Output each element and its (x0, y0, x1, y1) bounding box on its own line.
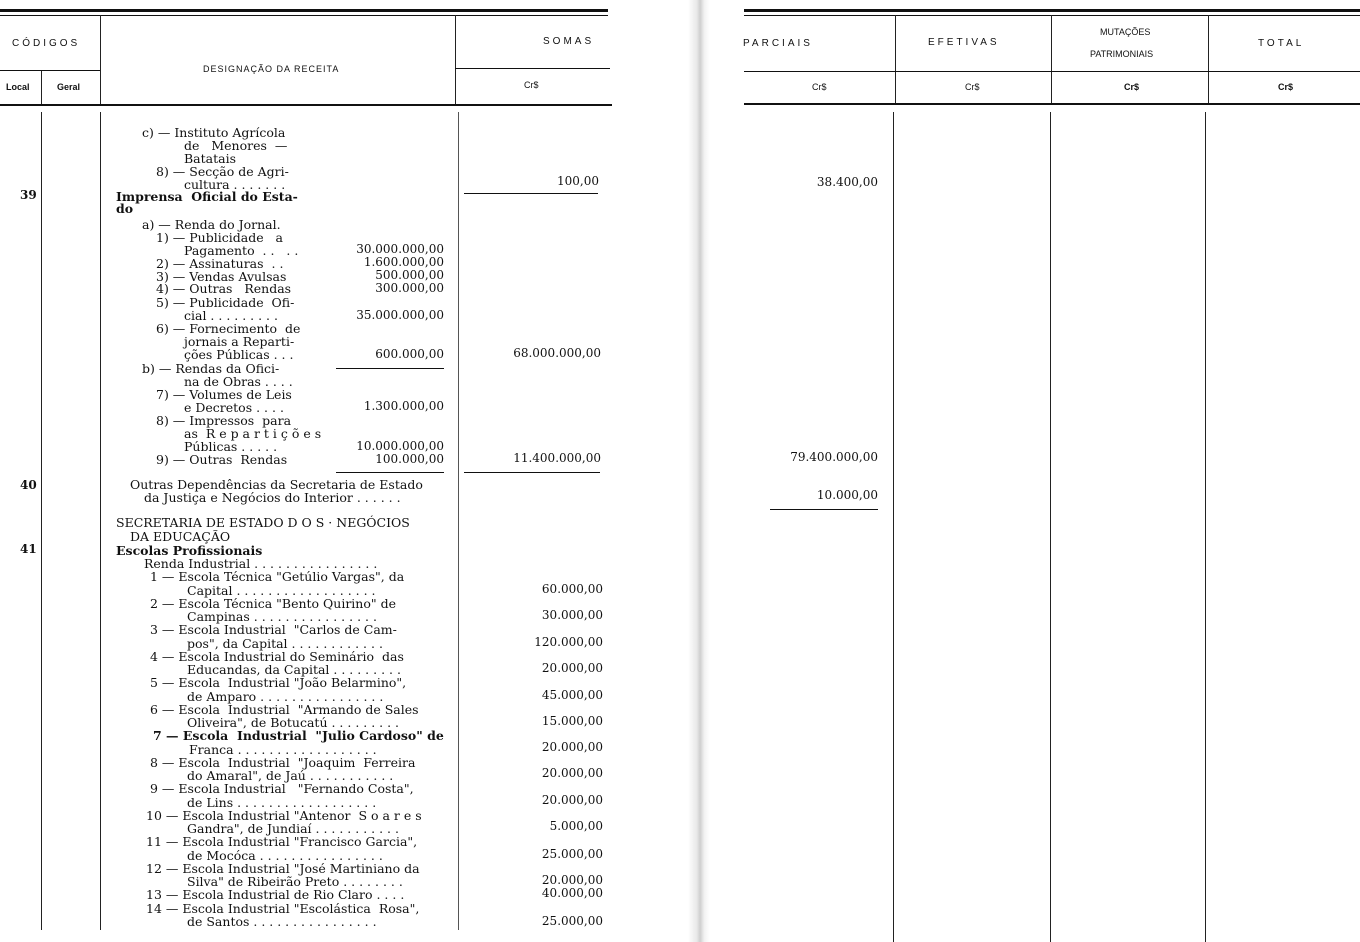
column-rule (41, 112, 42, 930)
item-line: 9 — Escola Industrial "Fernando Costa", (150, 781, 414, 796)
header-divider (100, 15, 101, 105)
item-line: Capital . . . . . . . . . . . . . . . . . . (187, 583, 376, 598)
item-line: 1) — Publicidade a (156, 230, 283, 245)
column-rule (458, 112, 459, 930)
item-line: Campinas . . . . . . . . . . . . . . . . (187, 609, 377, 624)
somas-value: 25.000,00 (541, 914, 603, 928)
header-subrule (744, 71, 1360, 72)
subtotal-rule (336, 472, 444, 473)
inner-amount: 35.000.000,00 (356, 308, 444, 322)
parciais-value: 79.400.000,00 (790, 450, 878, 464)
item-line: DA EDUCAÇÃO (130, 529, 231, 544)
item-line: SECRETARIA DE ESTADO D O S · NEGÓCIOS (116, 515, 410, 530)
header-designacao: DESIGNAÇÃO DA RECEITA (203, 64, 340, 74)
parciais-value: 10.000,00 (816, 488, 878, 502)
column-rule (1050, 112, 1051, 942)
total-currency: Cr$ (1278, 82, 1294, 92)
somas-value: 40.000,00 (541, 886, 603, 900)
header-divider (41, 70, 42, 105)
top-rule-thin (744, 15, 1360, 16)
item-line: do (116, 201, 134, 216)
item-line: 14 — Escola Industrial "Escolástica Rosa", (146, 901, 420, 916)
column-rule (100, 112, 101, 930)
item-line: 4) — Outras Rendas (156, 281, 292, 296)
item-line: 9) — Outras Rendas (156, 452, 288, 467)
somas-value: 45.000,00 (541, 688, 603, 702)
somas-value: 60.000,00 (541, 582, 603, 596)
top-rule (744, 9, 1360, 12)
item-line: b) — Rendas da Ofici- (142, 361, 280, 376)
inner-amount: 1.300.000,00 (363, 399, 444, 413)
item-line: cultura . . . . . . . (184, 177, 286, 192)
somas-value: 20.000,00 (541, 740, 603, 754)
inner-amount: 300.000,00 (375, 281, 444, 295)
item-line: a) — Renda do Jornal. (142, 217, 281, 232)
item-line: Franca . . . . . . . . . . . . . . . . . . (189, 742, 377, 757)
item-line: de Menores — (184, 138, 288, 153)
item-line: 13 — Escola Industrial de Rio Claro . . . . (146, 887, 405, 902)
item-line: de Amparo . . . . . . . . . . . . . . . . (187, 689, 384, 704)
header-divider (1051, 15, 1052, 105)
header-local: Local (6, 82, 30, 92)
somas-rule (464, 193, 598, 194)
item-line: 8) — Impressos para (156, 413, 292, 428)
item-line: de Santos . . . . . . . . . . . . . . . . (187, 914, 377, 929)
item-line: Batatais (184, 151, 237, 166)
somas-value: 20.000,00 (541, 873, 603, 887)
item-line: 2 — Escola Técnica "Bento Quirino" de (150, 596, 397, 611)
top-rule (0, 9, 608, 12)
item-line: Outras Dependências da Secretaria de Estado (130, 477, 423, 492)
item-line: jornais a Reparti- (184, 334, 295, 349)
header-subrule (0, 70, 100, 71)
item-line: na de Obras . . . . (184, 374, 293, 389)
header-divider (895, 15, 896, 105)
binding-gutter (688, 0, 710, 942)
inner-amount: 10.000.000,00 (356, 439, 444, 453)
parciais-rule (770, 509, 878, 510)
somas-value: 25.000,00 (541, 847, 603, 861)
item-line: 1 — Escola Técnica "Getúlio Vargas", da (150, 569, 405, 584)
item-line: pos", da Capital . . . . . . . . . . . . (187, 636, 383, 651)
item-line: Educandas, da Capital . . . . . . . . . (187, 662, 401, 677)
somas-value: 20.000,00 (541, 766, 603, 780)
header-efetivas: EFETIVAS (928, 37, 1000, 48)
header-total: TOTAL (1258, 38, 1305, 49)
item-line: 8 — Escola Industrial "Joaquim Ferreira (150, 755, 416, 770)
parciais-value: 38.400,00 (816, 175, 878, 189)
item-line: 2) — Assinaturas . . (156, 256, 284, 271)
header-divider (1208, 15, 1209, 105)
somas-value: 30.000,00 (541, 608, 603, 622)
item-line: Públicas . . . . . (184, 439, 278, 454)
somas-rule (464, 472, 600, 473)
header-divider (455, 15, 456, 105)
somas-value: 20.000,00 (541, 793, 603, 807)
item-line: c) — Instituto Agrícola (142, 125, 286, 140)
item-line: do Amaral", de Jaú . . . . . . . . . . . (187, 768, 394, 783)
item-line: 8) — Secção de Agri- (156, 164, 289, 179)
header-geral: Geral (57, 82, 81, 92)
item-line: 5) — Publicidade Ofi- (156, 295, 295, 310)
item-line: 3) — Vendas Avulsas (156, 269, 287, 284)
item-line: 11 — Escola Industrial "Francisco Garcia", (146, 834, 418, 849)
header-mutacoes: MUTAÇÕES (1100, 27, 1151, 37)
somas-value: 5.000,00 (549, 819, 603, 833)
item-line: as R e p a r t i ç õ e s (184, 426, 322, 441)
efetivas-currency: Cr$ (965, 82, 980, 92)
item-line: 5 — Escola Industrial "João Belarmino", (150, 675, 407, 690)
item-line: Silva" de Ribeirão Preto . . . . . . . . (187, 874, 403, 889)
item-line: ções Públicas . . . (184, 347, 294, 362)
item-line: 10 — Escola Industrial "Antenor S o a r e s (146, 808, 422, 823)
somas-value: 15.000,00 (541, 714, 603, 728)
item-line: Imprensa Oficial do Esta- (116, 189, 298, 204)
header-patrimoniais: PATRIMONIAIS (1090, 49, 1154, 59)
item-line: Escolas Profissionais (116, 543, 263, 558)
item-line: cial . . . . . . . . . (184, 308, 278, 323)
somas-value: 100,00 (557, 174, 599, 188)
item-line: 6 — Escola Industrial "Armando de Sales (150, 702, 419, 717)
header-subrule (455, 68, 610, 69)
header-bottom-rule (0, 104, 612, 106)
item-line: 6) — Fornecimento de (156, 321, 301, 336)
column-rule (1205, 112, 1206, 942)
code-39: 39 (20, 188, 37, 202)
somas-value: 68.000.000,00 (513, 346, 601, 360)
inner-amount: 100.000,00 (375, 452, 444, 466)
mutacoes-currency: Cr$ (1124, 82, 1140, 92)
item-line: 7) — Volumes de Leis (156, 387, 292, 402)
code-41: 41 (20, 542, 37, 556)
somas-value: 11.400.000,00 (513, 451, 601, 465)
column-rule (893, 112, 894, 942)
header-somas: SOMAS (543, 36, 595, 47)
inner-amount: 1.600.000,00 (363, 255, 444, 269)
top-rule-thin (0, 15, 608, 16)
item-line: da Justiça e Negócios do Interior . . . . . . (144, 490, 401, 505)
item-line: Oliveira", de Botucatú . . . . . . . . . (187, 715, 400, 730)
item-line: 3 — Escola Industrial "Carlos de Cam- (150, 622, 397, 637)
item-line: 12 — Escola Industrial "José Martiniano da (146, 861, 420, 876)
somas-value: 20.000,00 (541, 661, 603, 675)
item-line: Renda Industrial . . . . . . . . . . . . . . . . (144, 556, 378, 571)
code-40: 40 (20, 478, 37, 492)
inner-amount: 30.000.000,00 (356, 242, 444, 256)
item-line: Pagamento . . . . (184, 243, 299, 258)
item-line: Gandra", de Jundiaí . . . . . . . . . . . (187, 821, 399, 836)
inner-amount: 500.000,00 (375, 268, 444, 282)
item-line: de Mocóca . . . . . . . . . . . . . . . . (187, 848, 383, 863)
item-line: 4 — Escola Industrial do Seminário das (150, 649, 404, 664)
somas-value: 120.000,00 (534, 635, 603, 649)
header-codigos: CÓDIGOS (12, 38, 81, 49)
header-bottom-rule (744, 103, 1360, 105)
header-parciais: PARCIAIS (743, 38, 813, 49)
item-line: 7 — Escola Industrial "Julio Cardoso" de (153, 728, 444, 743)
item-line: de Lins . . . . . . . . . . . . . . . . . . (187, 795, 377, 810)
subtotal-rule (336, 368, 444, 369)
somas-currency: Cr$ (524, 80, 539, 90)
parciais-currency: Cr$ (812, 82, 827, 92)
inner-amount: 600.000,00 (375, 347, 444, 361)
item-line: e Decretos . . . . (184, 400, 284, 415)
